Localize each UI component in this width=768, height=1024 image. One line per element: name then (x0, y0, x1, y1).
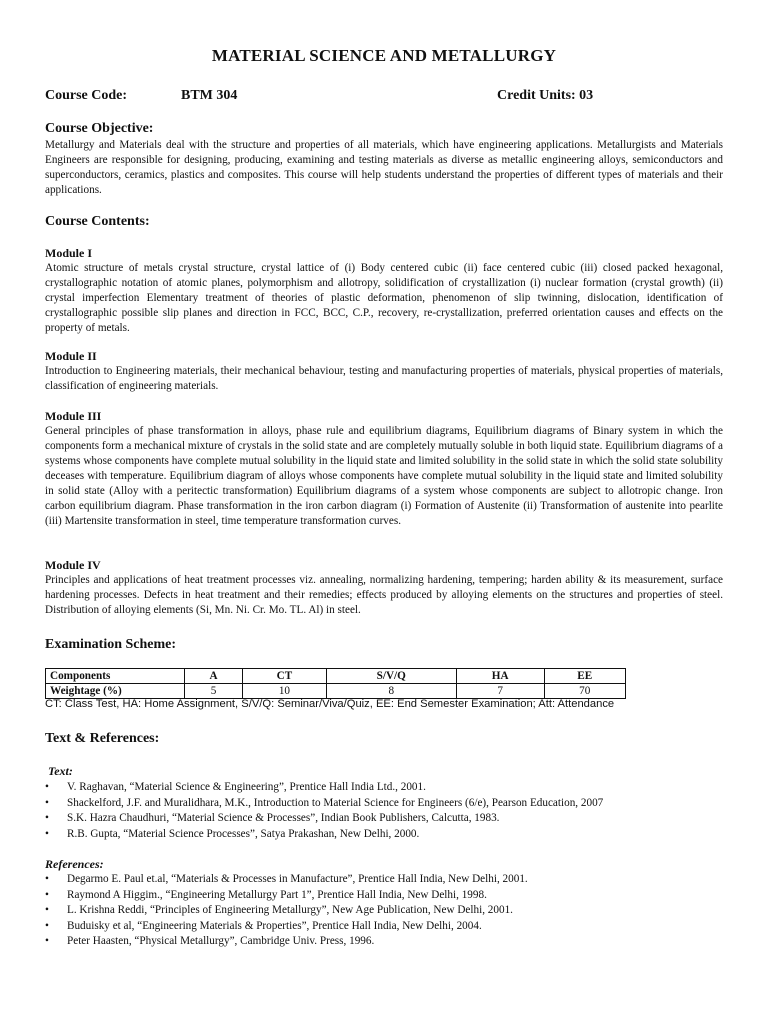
exam-heading: Examination Scheme: (45, 637, 177, 652)
course-info-line (45, 88, 723, 108)
module-3-text: General principles of phase transformation in alloys, phase rule and equilibrium diagrams, Equilibrium diagrams of Binary system in which the components form a mechanical mixture of crystals in the solid state and are completely mutually soluble in both liquid state. Equilibrium diagrams of a systems whose components have complete mutual solubility in the liquid state and limited solubility in the solid state in which the solid state solubility deceases with temperature. Equilibrium diagram of alloys whose components have complete mutual solubility in the liquid state and limited solubility in solid state (Alloy with a peritectic transformation) Equilibrium diagrams of a system whose components are subject to allotropic change. Iron carbon equilibrium diagram. Phase transformation in the iron carbon diagram (i) Formation of Austenite (ii) Transformation of austenite into pearlite (iii) Martensite transformation in steel, time temperature transformation curves. (45, 425, 723, 527)
course-code-label: Course Code: (45, 88, 128, 103)
objective-heading: Course Objective: (45, 121, 154, 136)
exam-legend: CT: Class Test, HA: Home Assignment, S/V/Q: Seminar/Viva/Quiz, EE: End Semester Examination; Att: Attendance (45, 698, 615, 710)
references-heading: Text & References: (45, 731, 160, 746)
list-item: • Peter Haasten, “Physical Metallurgy”, Cambridge Univ. Press, 1996. (45, 934, 528, 950)
exam-header-cell: EE (544, 669, 626, 684)
document-title: MATERIAL SCIENCE AND METALLURGY (211, 46, 557, 65)
exam-cell: Weightage (%) (46, 684, 185, 699)
exam-header-cell: S/V/Q (326, 669, 456, 684)
exam-header-cell: A (185, 669, 243, 684)
exam-table-header-row (46, 669, 626, 684)
exam-header-cell: CT (243, 669, 327, 684)
exam-table-row (46, 684, 626, 699)
module-1-title: Module I (45, 246, 93, 260)
exam-cell: 10 (243, 684, 327, 699)
list-item: • Shackelford, J.F. and Muralidhara, M.K., Introduction to Material Science for Engineers (6/e), Pearson Education, 2007 (45, 796, 603, 812)
exam-cell: 8 (326, 684, 456, 699)
list-item: • L. Krishna Reddi, “Principles of Engineering Metallurgy”, New Age Publication, New Delhi, 2001. (45, 903, 528, 919)
exam-cell: 7 (456, 684, 544, 699)
module-4-text: Principles and applications of heat treatment processes viz. annealing, normalizing hardening, tempering; harden ability & its measurement, surface hardening processes. Defects in heat treatment and their remedies; effects produced by alloying elements on the structures and properties of steel. Distribution of alloying elements (Si, Mn. Ni. Cr. Mo. TL. Al) in steel. (45, 574, 723, 616)
module-2-title: Module II (45, 349, 97, 363)
contents-heading: Course Contents: (45, 214, 150, 229)
exam-cell: 70 (544, 684, 626, 699)
text-list (45, 780, 603, 842)
list-item: • S.K. Hazra Chaudhuri, “Material Science & Processes”, Indian Book Publishers, Calcutta, 1983. (45, 811, 603, 827)
module-2-text: Introduction to Engineering materials, their mechanical behaviour, testing and manufacturing properties of materials, physical properties of materials, classification of engineering materials. (45, 365, 723, 392)
references-list (45, 872, 528, 950)
module-1-text: Atomic structure of metals crystal structure, crystal lattice of (i) Body centered cubic (ii) face centered cubic (iii) closed packed hexagonal, crystallographic notation of atomic planes, polymorphism and allotropy, solidification of crystallization (i) nuclear formation (crystal growth) (ii) crystal imperfection Elementary treatment of theories of plastic deformation, phenomenon of slip twinning, dislocation, identification of crystallographic possible slip planes and direction in FCC, BCC, C.P., recovery, re-crystallization, preferred orientation causes and effects on the property of metals. (45, 262, 723, 334)
references-label: References: (45, 857, 104, 871)
exam-cell: 5 (185, 684, 243, 699)
credit-units: Credit Units: 03 (497, 88, 594, 103)
objective-text: Metallurgy and Materials deal with the structure and properties of all materials, which have engineering applications. Metallurgists and Materials Engineers are responsible for designing, producing, examining and testing materials as diverse as metallic engineering alloys, semiconductors and superconductors, ceramics, plastics and composites. This course will help students understand the properties of different types of materials and their applications. (45, 139, 723, 196)
list-item: • Buduisky et al, “Engineering Materials & Properties”, Prentice Hall India, New Delhi, 2004. (45, 919, 528, 935)
list-item: • Degarmo E. Paul et.al, “Materials & Processes in Manufacture”, Prentice Hall India, New Delhi, 2001. (45, 872, 528, 888)
exam-table (45, 668, 626, 699)
module-3-title: Module III (45, 409, 102, 423)
course-code-value: BTM 304 (181, 88, 238, 103)
exam-header-cell: HA (456, 669, 544, 684)
list-item: • R.B. Gupta, “Material Science Processes”, Satya Prakashan, New Delhi, 2000. (45, 827, 603, 843)
exam-header-cell: Components (46, 669, 185, 684)
list-item: • Raymond A Higgim., “Engineering Metallurgy Part 1”, Prentice Hall India, New Delhi, 1998. (45, 888, 528, 904)
list-item: • V. Raghavan, “Material Science & Engineering”, Prentice Hall India Ltd., 2001. (45, 780, 603, 796)
text-label: Text: (48, 764, 73, 778)
module-4-title: Module IV (45, 558, 101, 572)
